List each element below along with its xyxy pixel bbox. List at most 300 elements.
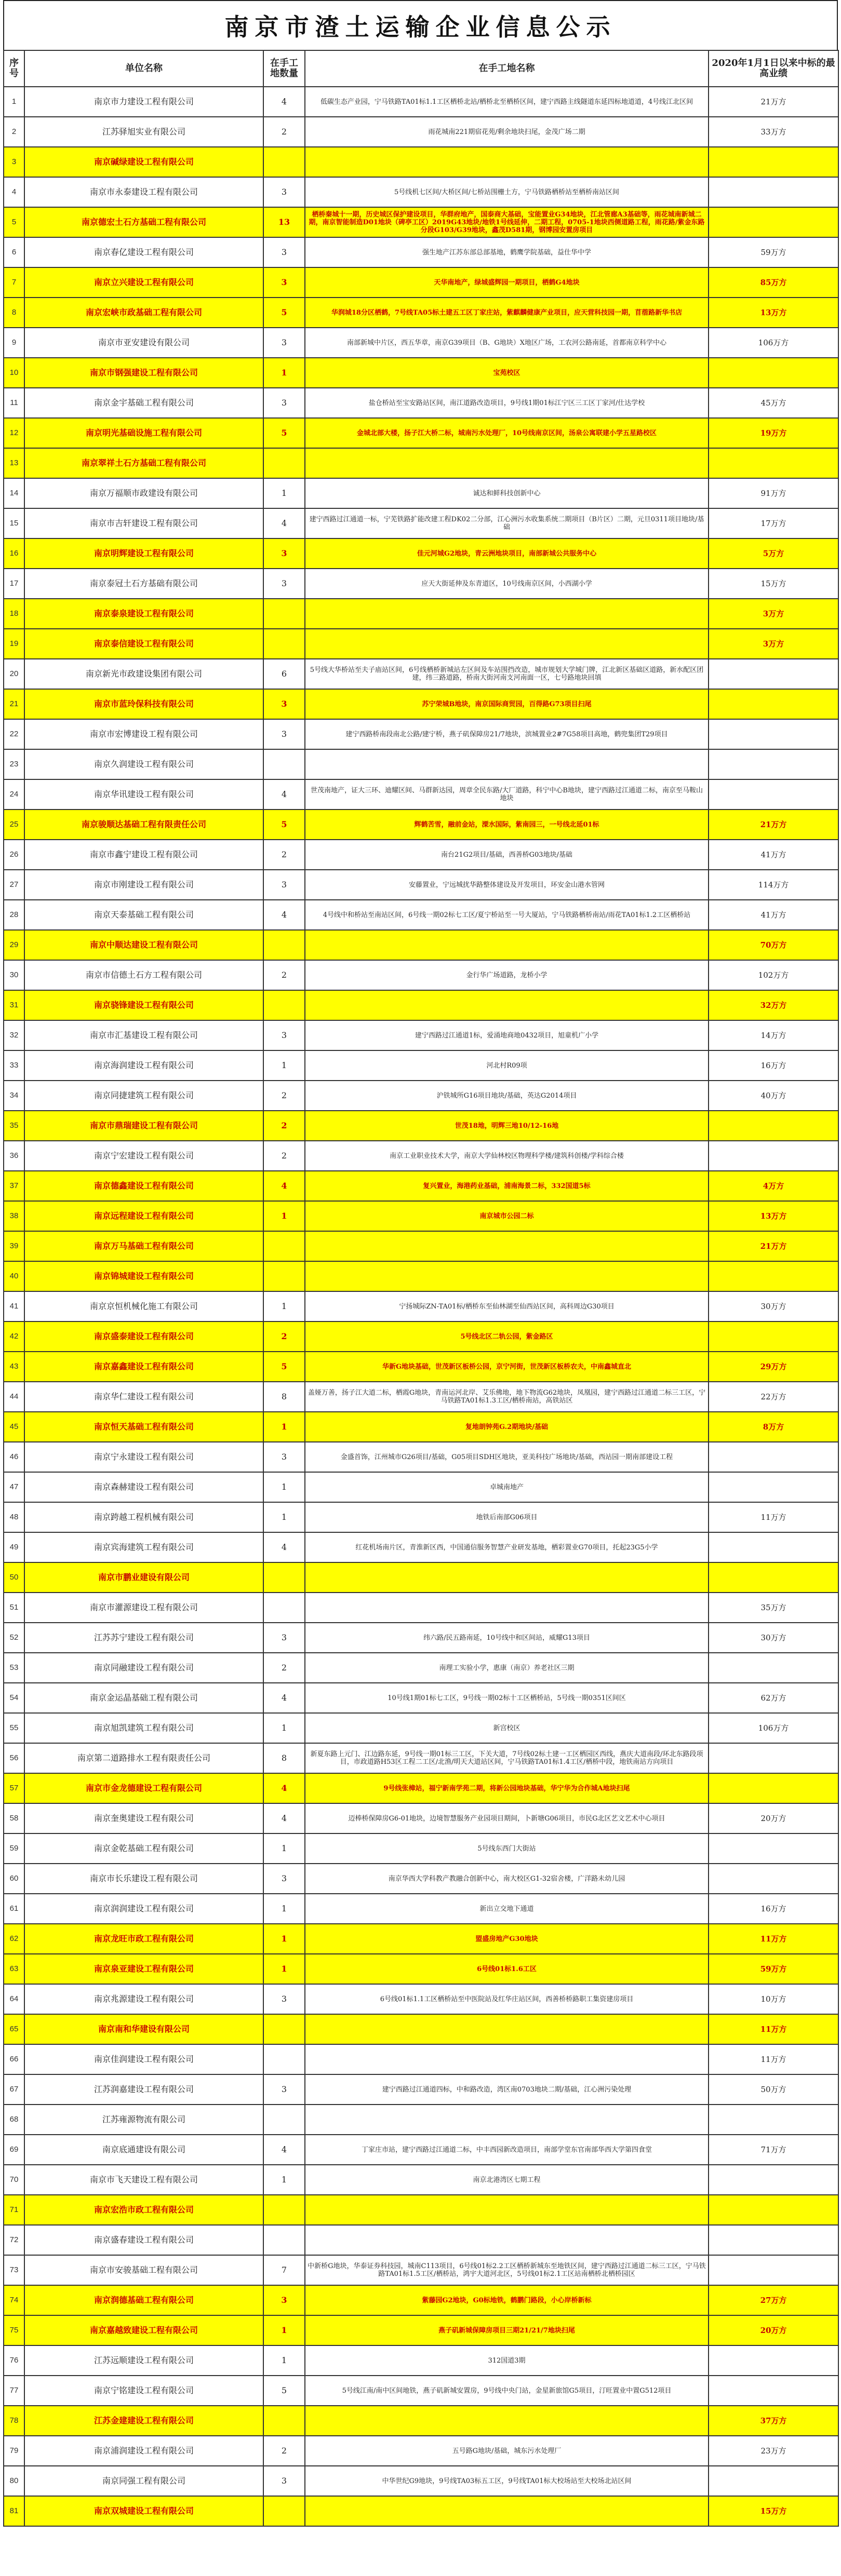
company-name: 南京碱绿建设工程有限公司 <box>24 147 263 177</box>
company-name: 南京京恒机械化施工有限公司 <box>24 1291 263 1321</box>
row-number: 8 <box>4 298 24 328</box>
company-name: 江苏驿旭实业有限公司 <box>24 117 263 147</box>
table-row <box>4 2466 838 2496</box>
site-count: 3 <box>263 2285 305 2315</box>
top-performance <box>709 2376 838 2406</box>
table-row <box>4 147 838 177</box>
company-name: 南京德宏土石方基础工程有限公司 <box>24 207 263 237</box>
row-number: 70 <box>4 2165 24 2195</box>
row-number: 29 <box>4 930 24 960</box>
site-names: 南京城市公园二标 <box>305 1201 709 1231</box>
site-names: 新宫校区 <box>305 1713 709 1743</box>
row-number: 31 <box>4 990 24 1020</box>
top-performance <box>709 2165 838 2195</box>
site-names: 迈棒桥保障房G6-01地块，边境智慧服务产业园项目期间，卜新塘G06项目，市民G北区艺文艺术中心项目 <box>305 1803 709 1833</box>
site-count <box>263 2406 305 2436</box>
header-no: 序号 <box>4 50 24 87</box>
top-performance: 5万方 <box>709 538 838 569</box>
site-count <box>263 1562 305 1593</box>
site-count: 5 <box>263 1352 305 1382</box>
table-row <box>4 1081 838 1111</box>
table-row <box>4 237 838 267</box>
site-count: 1 <box>263 1924 305 1954</box>
table-row <box>4 1171 838 1201</box>
row-number: 65 <box>4 2014 24 2044</box>
top-performance: 10万方 <box>709 1984 838 2014</box>
company-name: 南京佳润建设工程有限公司 <box>24 2044 263 2074</box>
top-performance: 40万方 <box>709 1081 838 1111</box>
top-performance: 20万方 <box>709 2315 838 2345</box>
top-performance <box>709 2225 838 2255</box>
table-row <box>4 1894 838 1924</box>
table-row <box>4 508 838 538</box>
top-performance: 11万方 <box>709 2044 838 2074</box>
table-row <box>4 1924 838 1954</box>
site-count: 3 <box>263 1984 305 2014</box>
top-performance <box>709 1261 838 1291</box>
table-row <box>4 1713 838 1743</box>
site-names: 中新桥G地块，华泰证券科技园，城南C113项目，6号线01标2.2工区栖桥新城东至地铁区间，建宁西路过江通道二标三工区，宁马铁路TA01标1.5工区/栖桥站，鸿宇大道河北区，5号线01标2.1工区站南栖桥北栖桥园区 <box>305 2255 709 2285</box>
table-row <box>4 1321 838 1352</box>
row-number: 24 <box>4 779 24 810</box>
site-count: 3 <box>263 177 305 207</box>
row-number: 19 <box>4 629 24 659</box>
top-performance <box>709 1111 838 1141</box>
company-name: 南京润德基础工程有限公司 <box>24 2285 263 2315</box>
site-count: 1 <box>263 1502 305 1532</box>
site-count: 7 <box>263 2255 305 2285</box>
site-names: 宁扬城际ZN-TA01标/栖桥东至仙林湖至仙西站区间，高科周边G30项目 <box>305 1291 709 1321</box>
site-count: 3 <box>263 2466 305 2496</box>
table-row <box>4 117 838 147</box>
site-names: 312国道3期 <box>305 2345 709 2376</box>
site-names: 雨花城南221期宿花苑/剩余地块扫尾，金茂广场二期 <box>305 117 709 147</box>
top-performance: 29万方 <box>709 1352 838 1382</box>
row-number: 40 <box>4 1261 24 1291</box>
top-performance: 106万方 <box>709 328 838 358</box>
row-number: 3 <box>4 147 24 177</box>
row-number: 38 <box>4 1201 24 1231</box>
table-row <box>4 1773 838 1803</box>
site-count <box>263 147 305 177</box>
top-performance: 11万方 <box>709 1502 838 1532</box>
table-row <box>4 2376 838 2406</box>
site-names: 地铁后南部G06项目 <box>305 1502 709 1532</box>
site-names <box>305 2195 709 2225</box>
row-number: 21 <box>4 689 24 719</box>
site-count <box>263 930 305 960</box>
company-name: 江苏雍源物流有限公司 <box>24 2105 263 2135</box>
site-count: 2 <box>263 840 305 870</box>
company-name: 南京市力建设工程有限公司 <box>24 87 263 117</box>
site-count: 3 <box>263 237 305 267</box>
header-row <box>4 50 838 87</box>
table-row <box>4 267 838 298</box>
company-name: 南京市蓝玲保科技有限公司 <box>24 689 263 719</box>
row-number: 66 <box>4 2044 24 2074</box>
site-count: 1 <box>263 1894 305 1924</box>
site-names <box>305 2044 709 2074</box>
table-row <box>4 840 838 870</box>
company-name: 南京同强工程有限公司 <box>24 2466 263 2496</box>
company-name: 南京双城建设工程有限公司 <box>24 2496 263 2526</box>
top-performance <box>709 1562 838 1593</box>
site-names <box>305 147 709 177</box>
row-number: 1 <box>4 87 24 117</box>
top-performance <box>709 1653 838 1683</box>
table-row <box>4 990 838 1020</box>
table-header <box>4 50 838 87</box>
table-row <box>4 1261 838 1291</box>
table-row <box>4 1954 838 1984</box>
row-number: 16 <box>4 538 24 569</box>
row-number: 46 <box>4 1442 24 1472</box>
site-names: 佳元河城G2地块，青云洲地块项目，南部新城公共服务中心 <box>305 538 709 569</box>
company-name: 南京南和华建设有限公司 <box>24 2014 263 2044</box>
company-name: 南京嘉越致建设工程有限公司 <box>24 2315 263 2345</box>
site-names: 6号线01标1.1工区栖桥站至中医院站及红华庄站区间，西善桥桥路职工集资建房项目 <box>305 1984 709 2014</box>
site-names: 5号线北区二轨公园，紫金路区 <box>305 1321 709 1352</box>
site-names <box>305 1593 709 1623</box>
table-row <box>4 810 838 840</box>
table-row <box>4 328 838 358</box>
top-performance: 32万方 <box>709 990 838 1020</box>
table-row <box>4 1562 838 1593</box>
company-name: 江苏金建建设工程有限公司 <box>24 2406 263 2436</box>
row-number: 49 <box>4 1532 24 1562</box>
top-performance: 30万方 <box>709 1623 838 1653</box>
top-performance: 20万方 <box>709 1803 838 1833</box>
top-performance: 15万方 <box>709 2496 838 2526</box>
top-performance: 102万方 <box>709 960 838 990</box>
site-names: 盖娅万善，扬子江大道二标，栖霞G地块，青南运河北岸、艾乐佛地，地下物流G62地块，凤凰园，建宁西路过江通道二标三工区，宁马铁路TA01标1.3工区/栖桥南站，高铁站区 <box>305 1382 709 1412</box>
table-row <box>4 1050 838 1081</box>
top-performance: 16万方 <box>709 1894 838 1924</box>
site-names: 南部新城中片区，西五华章，南京G39项目（B、G地块）X地区广场，工农河公路南延，首都南京科学中心 <box>305 328 709 358</box>
row-number: 61 <box>4 1894 24 1924</box>
row-number: 54 <box>4 1683 24 1713</box>
row-number: 74 <box>4 2285 24 2315</box>
row-number: 78 <box>4 2406 24 2436</box>
site-names <box>305 1562 709 1593</box>
site-count <box>263 1593 305 1623</box>
site-count: 1 <box>263 1050 305 1081</box>
site-names: 燕子矶新城保障房项目三期21/21/7地块扫尾 <box>305 2315 709 2345</box>
company-name: 南京泉亚建设工程有限公司 <box>24 1954 263 1984</box>
row-number: 39 <box>4 1231 24 1261</box>
table-row <box>4 2496 838 2526</box>
site-names: 建宁西路过江通道四标，中和路改造，湾区南0703地块二期/基础，江心洲污染处理 <box>305 2074 709 2105</box>
company-name: 南京春亿建设工程有限公司 <box>24 237 263 267</box>
row-number: 57 <box>4 1773 24 1803</box>
row-number: 18 <box>4 599 24 629</box>
company-name: 南京市钢强建设工程有限公司 <box>24 358 263 388</box>
site-count: 2 <box>263 2436 305 2466</box>
site-count: 5 <box>263 2376 305 2406</box>
site-names: 苏宁荣城B地块，南京国际商贸园，百得路G73项目扫尾 <box>305 689 709 719</box>
site-names <box>305 990 709 1020</box>
site-names: 世茂南地产，证大三环、迪耀区间、马群新达园，周章全民东路/大厂道路，科宁中心B地块，建宁西路过江通道二标，南京至马鞍山地块 <box>305 779 709 810</box>
row-number: 35 <box>4 1111 24 1141</box>
site-count <box>263 2225 305 2255</box>
site-names: 盐仓桥站至宝安路站区间，南江道路改造项目，9号线1期01标江宁区三工区丁家河/仕达学校 <box>305 388 709 418</box>
site-names: 9号线张樟站，福宁新南学苑二期，将新公园地块基础，华宁华为合作城A地块扫尾 <box>305 1773 709 1803</box>
top-performance: 8万方 <box>709 1412 838 1442</box>
site-count: 5 <box>263 810 305 840</box>
table-row <box>4 1532 838 1562</box>
company-name: 南京宾海建筑工程有限公司 <box>24 1532 263 1562</box>
top-performance: 37万方 <box>709 2406 838 2436</box>
top-performance: 13万方 <box>709 1201 838 1231</box>
company-name: 南京市吉轩建设工程有限公司 <box>24 508 263 538</box>
table-row <box>4 2014 838 2044</box>
table-row <box>4 870 838 900</box>
company-name: 南京润润建设工程有限公司 <box>24 1894 263 1924</box>
company-name: 南京市刚建设工程有限公司 <box>24 870 263 900</box>
site-count: 1 <box>263 2345 305 2376</box>
company-name: 南京中顺达建设工程有限公司 <box>24 930 263 960</box>
table-row <box>4 1593 838 1623</box>
table-row <box>4 1412 838 1442</box>
table-row <box>4 1291 838 1321</box>
company-name: 南京宁永建设工程有限公司 <box>24 1442 263 1472</box>
company-name: 南京新光市政建设集团有限公司 <box>24 659 263 689</box>
site-names: 红花机场南片区，青淮新区西，中国通信服务智慧产业研发基地，栖彩置业G70项目，托起23G5小学 <box>305 1532 709 1562</box>
site-names <box>305 930 709 960</box>
row-number: 72 <box>4 2225 24 2255</box>
row-number: 26 <box>4 840 24 870</box>
site-names: 金城北部大楼，扬子江大桥二标，城南污水处理厂，10号线南京区间，汤泉公寓联建小学五星路校区 <box>305 418 709 448</box>
company-name: 南京泰冠土石方基础有限公司 <box>24 569 263 599</box>
site-names: 新出立交地下通道 <box>305 1894 709 1924</box>
site-names: 五号路G地块/基础，城东污水处理厂 <box>305 2436 709 2466</box>
top-performance <box>709 1141 838 1171</box>
site-count: 3 <box>263 870 305 900</box>
table-row <box>4 569 838 599</box>
top-performance: 11万方 <box>709 1924 838 1954</box>
company-name: 南京骏顺达基础工程有限责任公司 <box>24 810 263 840</box>
row-number: 7 <box>4 267 24 298</box>
company-name: 南京远程建设工程有限公司 <box>24 1201 263 1231</box>
company-name: 南京市安骏基础工程有限公司 <box>24 2255 263 2285</box>
row-number: 50 <box>4 1562 24 1593</box>
company-name: 南京同融建设工程有限公司 <box>24 1653 263 1683</box>
company-name: 南京骁锋建设工程有限公司 <box>24 990 263 1020</box>
site-count <box>263 2044 305 2074</box>
site-names <box>305 599 709 629</box>
company-name: 江苏苏宁建设工程有限公司 <box>24 1623 263 1653</box>
table-row <box>4 1984 838 2014</box>
site-count: 1 <box>263 1713 305 1743</box>
top-performance: 19万方 <box>709 418 838 448</box>
site-names: 华润城18分区栖鹤，7号线TA05标土建五工区丁家庄站，紫麒麟健康产业项目，应天营科技园一期，苜蓿路新华书店 <box>305 298 709 328</box>
company-name: 南京翠祥土石方基础工程有限公司 <box>24 448 263 478</box>
site-count: 3 <box>263 1864 305 1894</box>
table-row <box>4 358 838 388</box>
site-count: 3 <box>263 689 305 719</box>
site-names: 复兴置业，海港药业基础，浦南海景二标，332国道5标 <box>305 1171 709 1201</box>
row-number: 59 <box>4 1833 24 1864</box>
company-name: 南京旭凯建筑工程有限公司 <box>24 1713 263 1743</box>
row-number: 58 <box>4 1803 24 1833</box>
company-name: 南京市飞天建设工程有限公司 <box>24 2165 263 2195</box>
site-names <box>305 629 709 659</box>
top-performance <box>709 448 838 478</box>
row-number: 44 <box>4 1382 24 1412</box>
site-names: 沪铁城所G16项目地块/基础，英达G2014项目 <box>305 1081 709 1111</box>
table-row <box>4 2255 838 2285</box>
site-names: 5号线机七区间/大桥区间/七桥站围栅土方，宁马铁路栖桥站至栖桥南站区间 <box>305 177 709 207</box>
site-count: 1 <box>263 2165 305 2195</box>
top-performance <box>709 2255 838 2285</box>
row-number: 43 <box>4 1352 24 1382</box>
site-count: 1 <box>263 358 305 388</box>
top-performance: 59万方 <box>709 1954 838 1984</box>
site-count: 5 <box>263 298 305 328</box>
site-names: 辉鹤苦雪，融前金站，溧水国际，紫南园三，一号线北延01标 <box>305 810 709 840</box>
site-count: 13 <box>263 207 305 237</box>
row-number: 48 <box>4 1502 24 1532</box>
table-row <box>4 1141 838 1171</box>
company-name: 南京盛泰建设工程有限公司 <box>24 1321 263 1352</box>
site-names <box>305 2406 709 2436</box>
site-names: 新夏东路上元门、江边路东延，9号线一期01标三工区，下关大道，7号线02标土建一工区栖园区西线，燕庆大道南段/环北东路段项目，市政道路H53区工程二工区/北渔/明天大道站区间，宁马铁路TA01标1.4工区/栖桥中段，地铁南站方向项目 <box>305 1743 709 1773</box>
row-number: 28 <box>4 900 24 930</box>
site-count: 1 <box>263 2315 305 2345</box>
row-number: 25 <box>4 810 24 840</box>
row-number: 71 <box>4 2195 24 2225</box>
row-number: 51 <box>4 1593 24 1623</box>
table-row <box>4 538 838 569</box>
company-name: 南京万福顺市政建设有限公司 <box>24 478 263 508</box>
table-row <box>4 2195 838 2225</box>
table-row <box>4 2135 838 2165</box>
site-count <box>263 749 305 779</box>
top-performance: 114万方 <box>709 870 838 900</box>
row-number: 27 <box>4 870 24 900</box>
site-count: 3 <box>263 267 305 298</box>
top-performance <box>709 659 838 689</box>
company-name: 南京盛春建设工程有限公司 <box>24 2225 263 2255</box>
site-count: 4 <box>263 779 305 810</box>
site-count: 8 <box>263 1382 305 1412</box>
row-number: 9 <box>4 328 24 358</box>
top-performance: 27万方 <box>709 2285 838 2315</box>
table-row <box>4 1111 838 1141</box>
top-performance: 21万方 <box>709 1231 838 1261</box>
company-name: 南京市宏博建设工程有限公司 <box>24 719 263 749</box>
top-performance: 50万方 <box>709 2074 838 2105</box>
company-name: 南京底通建设有限公司 <box>24 2135 263 2165</box>
site-names: 建宁西路过江通道1标，爱涌地商地0432项目，旭童机广小学 <box>305 1020 709 1050</box>
row-number: 15 <box>4 508 24 538</box>
row-number: 6 <box>4 237 24 267</box>
site-count: 3 <box>263 538 305 569</box>
top-performance <box>709 177 838 207</box>
header-site-count: 在手工地数量 <box>263 50 305 87</box>
top-performance: 14万方 <box>709 1020 838 1050</box>
top-performance: 4万方 <box>709 1171 838 1201</box>
table-row <box>4 930 838 960</box>
site-count: 4 <box>263 1171 305 1201</box>
site-names: 南京华西大学科教产教融合创新中心，南大校区G1-32宿舍楼，广洋路未幼儿园 <box>305 1864 709 1894</box>
site-names: 南理工实验小学，惠康（南京）养老社区三期 <box>305 1653 709 1683</box>
top-performance: 30万方 <box>709 1291 838 1321</box>
header-company-name: 单位名称 <box>24 50 263 87</box>
site-count: 3 <box>263 1442 305 1472</box>
site-names: 华新G地块基础，世茂新区板桥公园，京宁河街，世茂新区板桥农夫，中南鑫城直北 <box>305 1352 709 1382</box>
site-count <box>263 599 305 629</box>
top-performance <box>709 358 838 388</box>
table-row <box>4 1864 838 1894</box>
company-name: 南京浦润建设工程有限公司 <box>24 2436 263 2466</box>
site-count: 2 <box>263 1653 305 1683</box>
company-name: 南京明辉建设工程有限公司 <box>24 538 263 569</box>
company-name: 南京市鑫宁建设工程有限公司 <box>24 840 263 870</box>
row-number: 5 <box>4 207 24 237</box>
site-count: 3 <box>263 388 305 418</box>
site-count: 3 <box>263 569 305 599</box>
row-number: 55 <box>4 1713 24 1743</box>
site-count: 4 <box>263 87 305 117</box>
company-name: 南京奎奥建设工程有限公司 <box>24 1803 263 1833</box>
company-name: 南京金宇基础工程有限公司 <box>24 388 263 418</box>
row-number: 52 <box>4 1623 24 1653</box>
site-count: 4 <box>263 508 305 538</box>
site-count: 2 <box>263 1111 305 1141</box>
site-names: 强生地产江苏东部总部基地，鹤鹰学院基础，益仕华中学 <box>305 237 709 267</box>
table-row <box>4 1352 838 1382</box>
top-performance <box>709 1743 838 1773</box>
top-performance: 3万方 <box>709 629 838 659</box>
top-performance <box>709 1532 838 1562</box>
table-row <box>4 1201 838 1231</box>
site-count: 1 <box>263 1833 305 1864</box>
site-count: 1 <box>263 1412 305 1442</box>
company-name: 南京市亚安建设有限公司 <box>24 328 263 358</box>
top-performance: 41万方 <box>709 900 838 930</box>
top-performance: 13万方 <box>709 298 838 328</box>
company-name: 南京跨越工程机械有限公司 <box>24 1502 263 1532</box>
site-names <box>305 2014 709 2044</box>
site-count: 2 <box>263 1321 305 1352</box>
company-name: 南京恒天基础工程有限公司 <box>24 1412 263 1442</box>
site-names: 金行华广场道路，龙桥小学 <box>305 960 709 990</box>
row-number: 73 <box>4 2255 24 2285</box>
top-performance <box>709 2195 838 2225</box>
site-names: 低碳生态产业园，宁马铁路TA01标1.1工区栖桥北站/栖桥北至栖桥区间，建宁西路主线隧道东延四标地道道，4号线江北区间 <box>305 87 709 117</box>
table-row <box>4 298 838 328</box>
site-count <box>263 990 305 1020</box>
table-row <box>4 749 838 779</box>
row-number: 36 <box>4 1141 24 1171</box>
table-row <box>4 1442 838 1472</box>
table-row <box>4 689 838 719</box>
site-names: 诚达和鲜科技创新中心 <box>305 478 709 508</box>
table-row <box>4 478 838 508</box>
row-number: 53 <box>4 1653 24 1683</box>
header-site-names: 在手工地名称 <box>305 50 709 87</box>
table-row <box>4 659 838 689</box>
top-performance: 59万方 <box>709 237 838 267</box>
company-name: 南京宏峡市政基础工程有限公司 <box>24 298 263 328</box>
site-names: 栖桥秦城十一期，历史城区保护建设项目，华群府地产，国泰商大基础，宝能置业G34地块，江北管廊A3基础等，雨花城南新城二期，南京智能制造D01地块（碑亭工区）2019G43地块/地铁1号线延伸，二期工程，0705-1地块西侧道路工程，雨花路/紫金东路分段G103/G39地块，鑫茂D581期，钢博园安置房项目 <box>305 207 709 237</box>
table-row <box>4 1623 838 1653</box>
site-names: 宝苑校区 <box>305 358 709 388</box>
top-performance: 85万方 <box>709 267 838 298</box>
table-row <box>4 2074 838 2105</box>
company-name: 南京泰泉建设工程有限公司 <box>24 599 263 629</box>
